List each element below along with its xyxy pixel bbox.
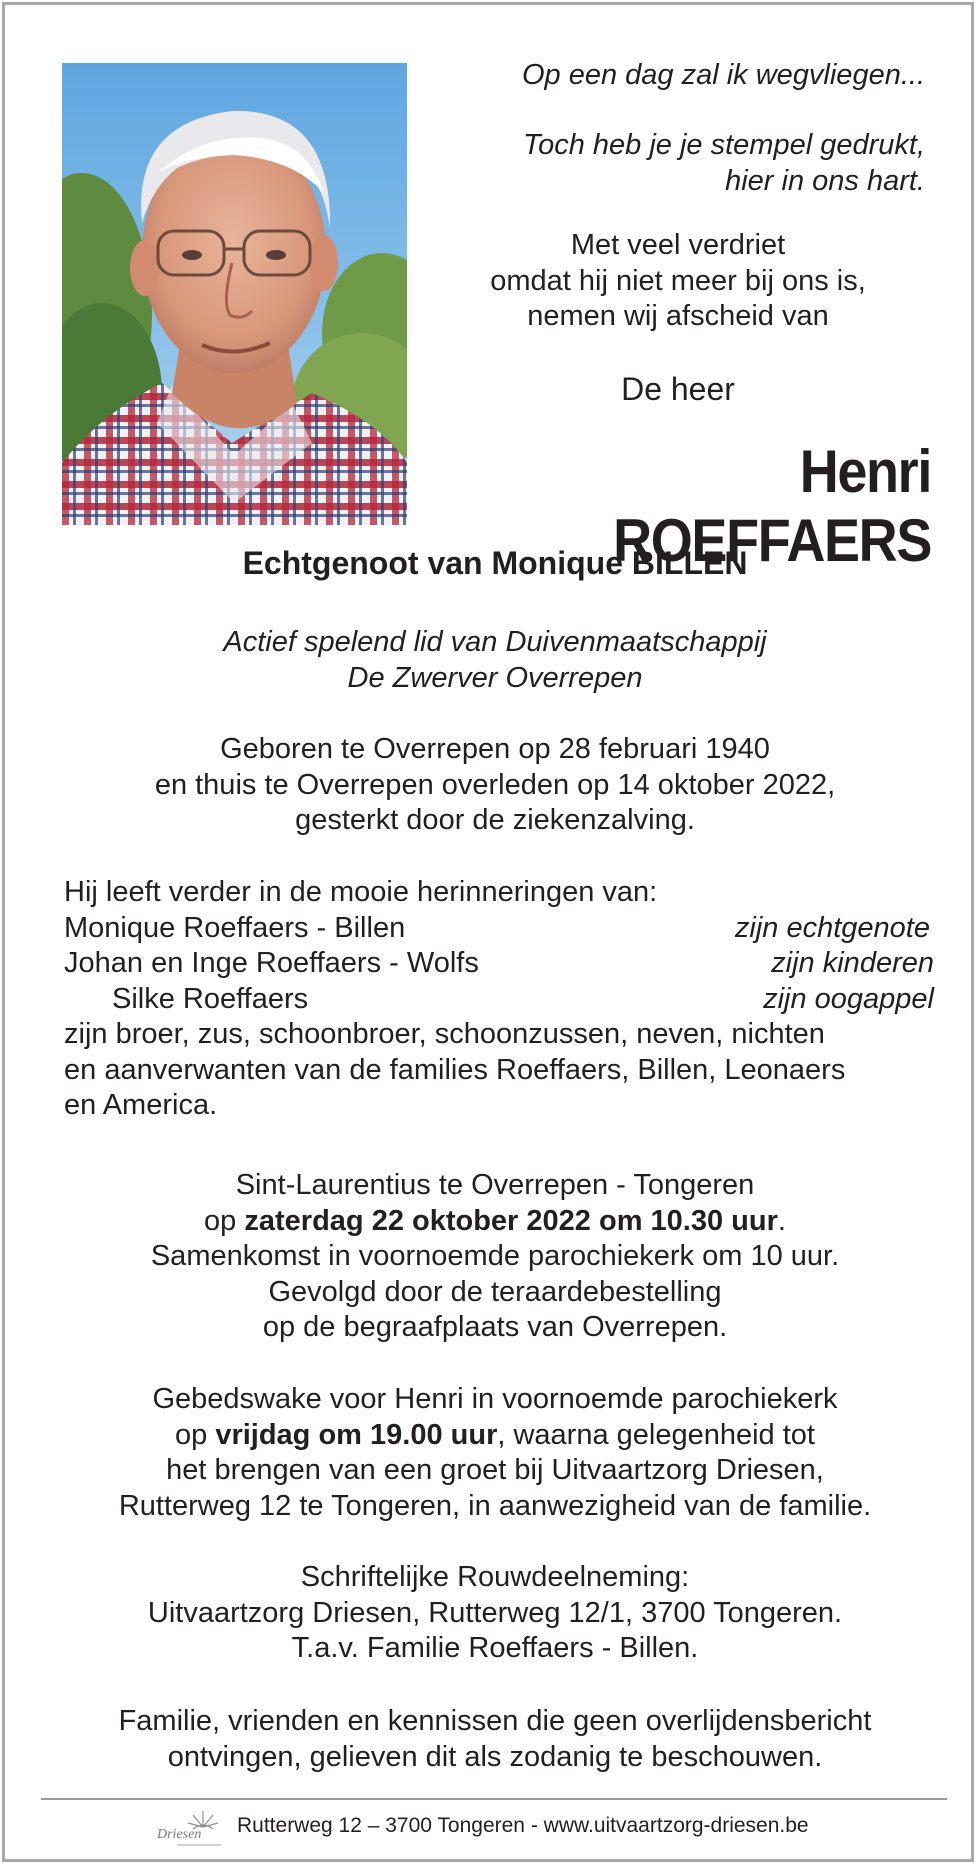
closing-notice <box>5 1704 980 1775</box>
wake-date-line <box>5 1418 980 1454</box>
funeral-home-logo <box>155 1807 225 1853</box>
born-line: gesterkt door de ziekenzalving. <box>295 804 695 836</box>
written-condolence-info <box>5 1560 980 1667</box>
verse-line: Op een dag zal ik wegvliegen... <box>521 59 925 91</box>
condolence-line: T.a.v. Familie Roeffaers - Billen. <box>291 1632 699 1664</box>
notice-line: Familie, vrienden en kennissen die geen overlijdensbericht <box>118 1705 872 1737</box>
wake-date-suffix: , waarna gelegenheid tot <box>497 1418 815 1451</box>
family-row <box>64 982 934 1018</box>
family-relation: zijn kinderen <box>771 947 934 979</box>
service-line: Gevolgd door de teraardebestelling <box>268 1275 722 1308</box>
funeral-service-info <box>5 1168 980 1346</box>
family-member-name: Johan en Inge Roeffaers - Wolfs <box>64 947 479 979</box>
logo-wordmark: Driesen <box>157 1827 202 1842</box>
service-date-prefix: op <box>204 1204 245 1237</box>
memories-heading: Hij leeft verder in de mooie herinneringen van: <box>64 876 658 908</box>
intro-text <box>445 228 911 335</box>
service-line: Samenkomst in voornoemde parochiekerk om 10 uur. <box>150 1240 840 1272</box>
family-relation: zijn echtgenote <box>734 911 930 944</box>
service-date: zaterdag 22 oktober 2022 om 10.30 uur <box>244 1204 778 1237</box>
club-line: Actief spelend lid van Duivenmaatschappij <box>223 626 767 658</box>
verse-line: Toch heb je je stempel gedrukt, <box>523 129 925 161</box>
deceased-name: Henri ROEFFAERS <box>613 438 931 574</box>
verse-line: hier in ons hart. <box>725 165 925 197</box>
death-notice-card <box>2 2 974 1862</box>
intro-line: nemen wij afscheid van <box>527 300 829 332</box>
spouse-line: Echtgenoot van Monique BILLEN <box>242 545 748 581</box>
born-line: en thuis te Overrepen overleden op 14 oktober 2022, <box>154 768 836 801</box>
family-member-name: Silke Roeffaers <box>112 982 309 1015</box>
verses <box>445 57 925 199</box>
club-membership <box>5 625 980 696</box>
prayer-wake-info <box>5 1382 980 1524</box>
extended-family-line: en America. <box>64 1089 218 1121</box>
wake-date: vrijdag om 19.00 uur <box>215 1418 498 1451</box>
wake-line: Rutterweg 12 te Tongeren, in aanwezigheid van de familie. <box>118 1489 872 1522</box>
footer-address: Rutterweg 12 – 3700 Tongeren - www.uitvaartzorg-driesen.be <box>237 1814 809 1837</box>
service-line: op de begraafplaats van Overrepen. <box>262 1311 728 1343</box>
extended-family-line: en aanverwanten van de families Roeffaers, Billen, Leonaers <box>64 1053 846 1086</box>
family-relation: zijn oogappel <box>763 982 934 1015</box>
extended-family-line: zijn broer, zus, schoonbroer, schoonzussen, neven, nichten <box>64 1018 825 1050</box>
condolence-line: Uitvaartzorg Driesen, Rutterweg 12/1, 3700 Tongeren. <box>147 1596 843 1629</box>
family-row <box>64 946 934 982</box>
wake-line: het brengen van een groet bij Uitvaartzorg Driesen, <box>166 1454 824 1486</box>
portrait-photo <box>62 63 407 525</box>
club-line: De Zwerver Overrepen <box>347 661 643 694</box>
service-line: Sint-Laurentius te Overrepen - Tongeren <box>235 1169 755 1201</box>
intro-line: Met veel verdriet <box>570 229 786 261</box>
footer-divider <box>41 1798 947 1800</box>
service-date-line <box>5 1204 980 1240</box>
family-row <box>64 911 934 947</box>
intro-line: omdat hij niet meer bij ons is, <box>490 264 866 297</box>
condolence-line: Schriftelijke Rouwdeelneming: <box>300 1561 690 1593</box>
notice-line: ontvingen, gelieven dit als zodanig te beschouwen. <box>167 1740 823 1773</box>
surviving-family <box>64 875 934 1124</box>
honorific: De heer <box>621 371 735 407</box>
born-line: Geboren te Overrepen op 28 februari 1940 <box>220 733 770 765</box>
family-member-name: Monique Roeffaers - Billen <box>64 911 406 944</box>
birth-death-info <box>5 732 980 839</box>
service-date-suffix: . <box>777 1204 786 1237</box>
wake-date-prefix: op <box>174 1418 216 1451</box>
wake-line: Gebedswake voor Henri in voornoemde parochiekerk <box>152 1383 838 1415</box>
